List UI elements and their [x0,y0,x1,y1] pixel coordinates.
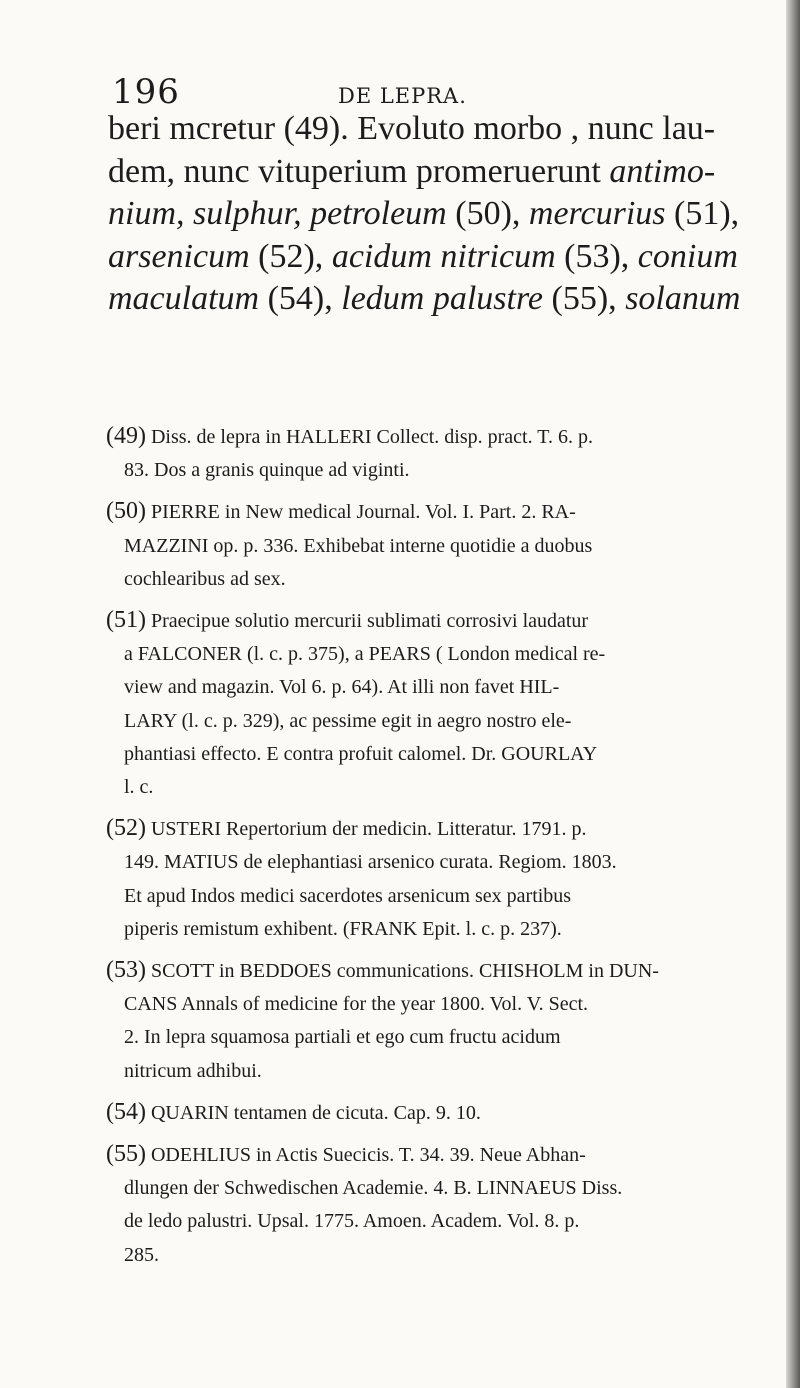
footnote-50: (50) PIERRE in New medical Journal. Vol. I. Part. 2. RA- MAZZINI op. p. 336. Exhibebat interne quotidie a duobus cochlearibus ad sex. [106,498,593,590]
page-edge-shadow [786,0,800,1388]
running-title: DE LEPRA. [338,84,467,108]
text-line: beri mcretur (49). Evoluto morbo , nunc lau- [108,110,716,147]
footnote-52: (52) USTERI Repertorium der medicin. Litteratur. 1791. p. 149. MATIUS de elephantiasi arsenico curata. Regiom. 1803. Et apud Indos medici sacerdotes arsenicum sex partibus piperis remistum exhibent. (FRANK Epit. l. c. p. 237). [106,815,617,940]
text-line: arsenicum (52), acidum nitricum (53), conium [108,237,738,275]
footnotes [106,420,792,1280]
footnote-55: (55) ODEHLIUS in Actis Suecicis. T. 34. 39. Neue Abhan- dlungen der Schwedischen Academie. 4. B. LINNAEUS Diss. de ledo palustri. Upsal. 1775. Amoen. Academ. Vol. 8. p. 285. [106,1141,623,1266]
text-line: nium, sulphur, petroleum (50), mercurius (51), [108,195,740,232]
main-text [108,108,792,321]
footnote-54: (54) QUARIN tentamen de cicuta. Cap. 9. 10. [106,1098,481,1125]
page-number: 196 [112,72,180,112]
footnote-49: (49) Diss. de lepra in HALLERI Collect. disp. pract. T. 6. p. 83. Dos a granis quinque ad viginti. [106,423,593,482]
footnote-53: (53) SCOTT in BEDDOES communications. CHISHOLM in DUN- CANS Annals of medicine for the year 1800. Vol. V. Sect. 2. In lepra squamosa partiali et ego cum fructu acidum nitricum adhibui. [106,957,659,1082]
text-line: maculatum (54), ledum palustre (55), solanum [108,280,741,317]
text-line: dem, nunc vituperium promeruerunt antimo- [108,152,716,190]
footnote-51: (51) Praecipue solutio mercurii sublimati corrosivi laudatur a FALCONER (l. c. p. 375), a PEARS ( London medical re- view and magazin. Vol 6. p. 64). At illi non favet HIL- LARY (l. c. p. 329), ac pessime egit in aegro nostro ele- phantiasi effecto. E contra profuit calomel. Dr. GOURLAY l. c. [106,607,606,799]
